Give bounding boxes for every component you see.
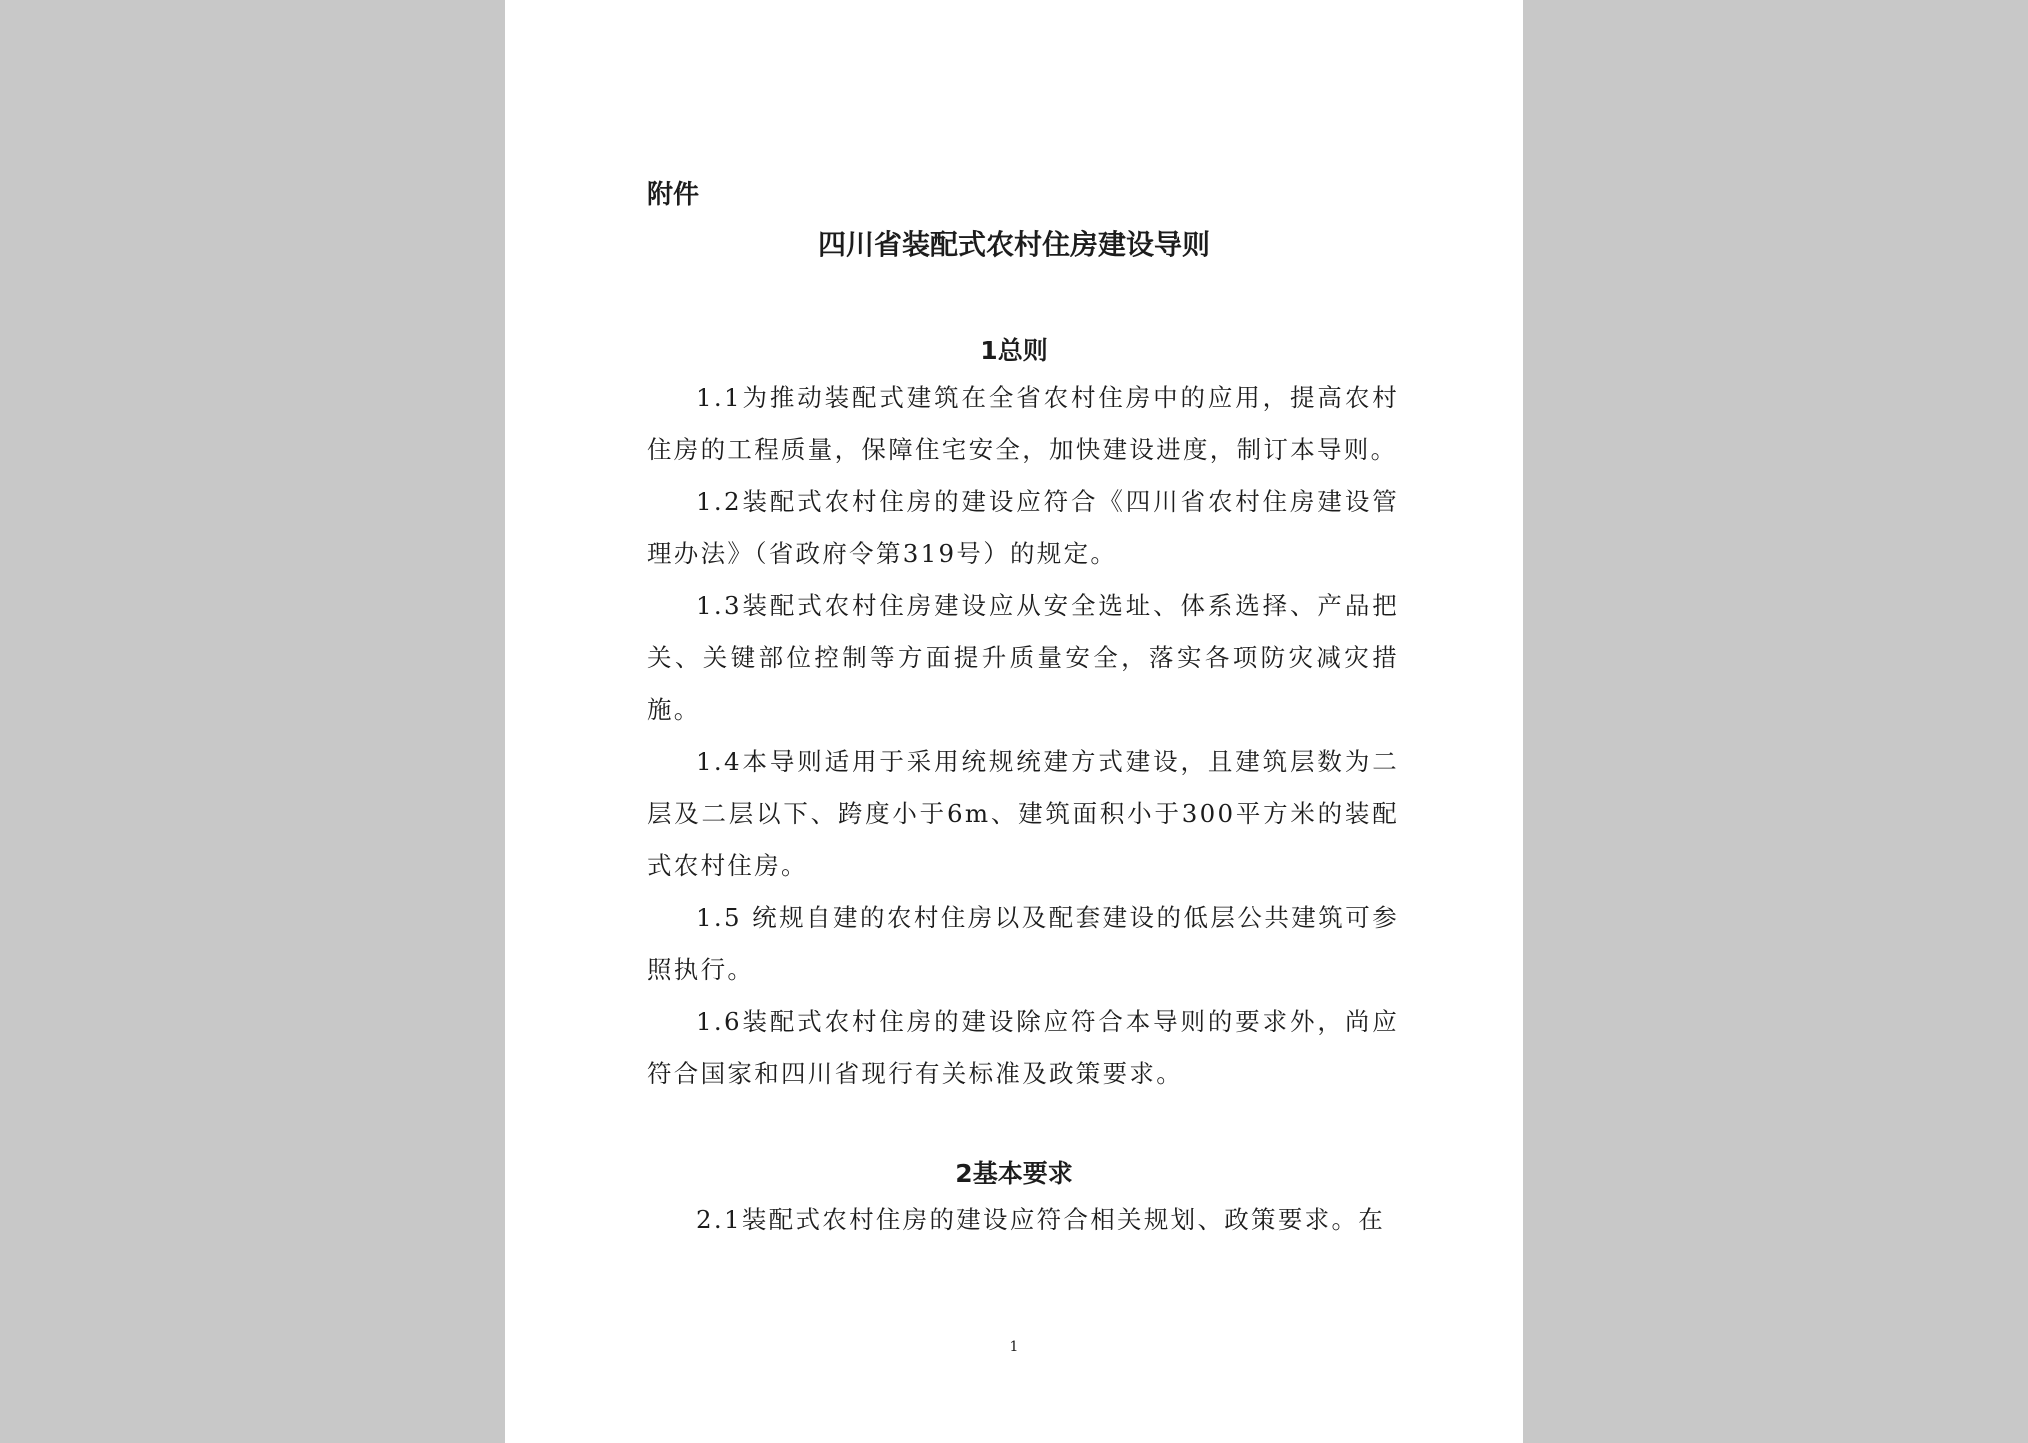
document-page — [505, 0, 1523, 1443]
section-body-general — [647, 372, 1399, 1100]
page-number: 1 — [1009, 1339, 1019, 1355]
section-body-basic-requirements — [647, 1194, 1399, 1246]
paragraph-2-1: 2.1装配式农村住房的建设应符合相关规划、政策要求。在 — [696, 1205, 1386, 1234]
section-heading-basic-requirements: 2基本要求 — [955, 1159, 1073, 1188]
paragraph-1-4: 1.4本导则适用于采用统规统建方式建设，且建筑层数为二层及二层以下、跨度小于6m、建筑面积小于300平方米的装配式农村住房。 — [647, 747, 1399, 880]
paragraph-1-1: 1.1为推动装配式建筑在全省农村住房中的应用，提高农村住房的工程质量，保障住宅安全，加快建设进度，制订本导则。 — [647, 383, 1399, 464]
attachment-label: 附件 — [647, 180, 700, 210]
paragraph-1-3: 1.3装配式农村住房建设应从安全选址、体系选择、产品把关、关键部位控制等方面提升质量安全，落实各项防灾减灾措施。 — [647, 591, 1399, 724]
paragraph-1-6: 1.6装配式农村住房的建设除应符合本导则的要求外，尚应符合国家和四川省现行有关标准及政策要求。 — [647, 1007, 1399, 1088]
paragraph-1-5: 1.5 统规自建的农村住房以及配套建设的低层公共建筑可参照执行。 — [647, 903, 1399, 984]
paragraph-1-2: 1.2装配式农村住房的建设应符合《四川省农村住房建设管理办法》（省政府令第319号）的规定。 — [647, 487, 1399, 568]
document-title: 四川省装配式农村住房建设导则 — [817, 228, 1210, 261]
section-heading-general: 1总则 — [980, 336, 1048, 365]
